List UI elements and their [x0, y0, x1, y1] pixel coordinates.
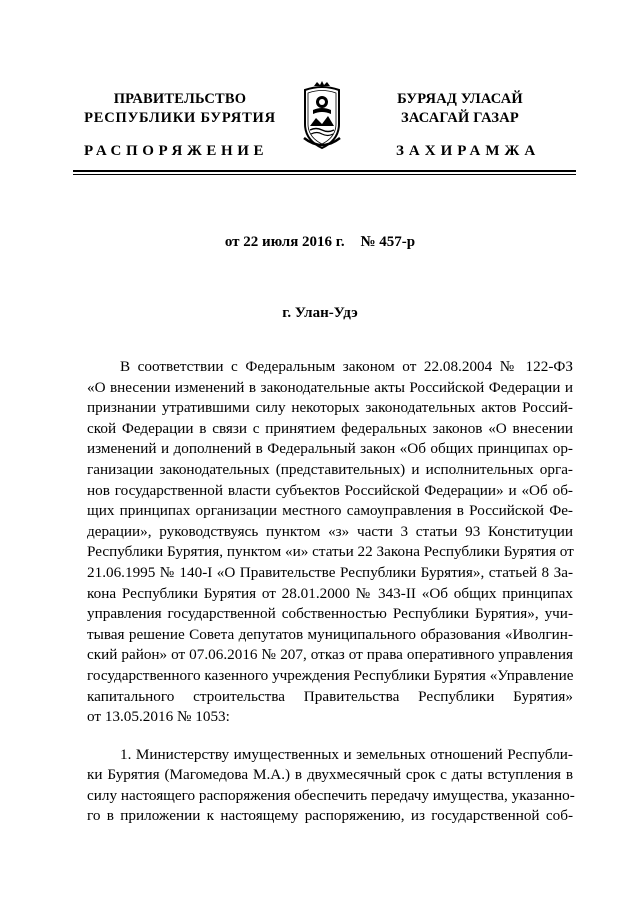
coat-of-arms-icon: [300, 80, 344, 152]
text-line: щих принципах организации местного самоуправления в Российской Фе-: [87, 502, 573, 520]
text-line: го в приложении к настоящему распоряжению, из государственной соб-: [87, 807, 573, 825]
text-line: ки Бурятия (Магомедова М.А.) в двухмесячный срок с даты вступления в: [87, 766, 573, 784]
text-line: от 13.05.2016 № 1053:: [87, 708, 230, 726]
text-line: управления государственной собственностью Республики Бурятия», учи-: [87, 605, 573, 623]
header-left: [80, 90, 280, 128]
doc-type-russian: РАСПОРЯЖЕНИЕ: [84, 143, 269, 159]
text-line: силу настоящего распоряжения обеспечить передачу имущества, указанно-: [87, 786, 575, 804]
document-date: от 22 июля 2016 г.: [224, 234, 345, 250]
text-line: капитального строительства Правительства Республики Бурятия»: [87, 687, 573, 705]
header-right: [360, 90, 560, 128]
text-line: государственного казенного учреждения Республики Бурятия «Управление: [87, 666, 574, 684]
text-line: тывая решение Совета депутатов муниципального образования «Иволгин-: [87, 625, 573, 643]
document-place: г. Улан-Удэ: [282, 305, 358, 321]
text-line: 21.06.1995 № 140-I «О Правительстве Республики Бурятия», статьей 8 За-: [87, 563, 573, 581]
text-line: кона Республики Бурятия от 28.01.2000 № 343-II «Об общих принципах: [87, 584, 573, 602]
text-line: ский район» от 07.06.2016 № 207, отказ от права оперативного управления: [87, 646, 573, 664]
text-line: признании утратившими силу некоторых законодательных актов Россий-: [87, 399, 573, 417]
text-line: В соответствии с Федеральным законом от 22.08.2004 № 122-ФЗ: [120, 358, 573, 375]
header-right-line2: ЗАСАГАЙ ГАЗАР: [401, 110, 519, 126]
date-number-line: [0, 234, 640, 251]
text-line: ской Федерации в связи с принятием федеральных законов «О внесении: [87, 419, 573, 437]
text-line: 1. Министерству имущественных и земельных отношений Республи-: [120, 745, 573, 763]
header-right-line1: БУРЯАД УЛАСАЙ: [397, 91, 523, 107]
header-rule-thick: [73, 170, 576, 172]
text-line: дерации», руководствуясь пунктом «з» части 3 статьи 93 Конституции: [87, 522, 573, 540]
doc-type-buryat: ЗАХИРАМЖА: [396, 143, 541, 159]
text-line: нов государственной власти субъектов Российской Федерации» и «Об об-: [87, 481, 573, 499]
text-line: ганизации законодательных (представительных) и исполнительных орга-: [87, 460, 573, 478]
paragraph-item-1: [87, 745, 573, 827]
text-line: «О внесении изменений в законодательные акты Российской Федерации и: [87, 378, 573, 396]
header-left-line2: РЕСПУБЛИКИ БУРЯТИЯ: [84, 110, 276, 126]
document-body: [87, 357, 573, 827]
header-left-line1: ПРАВИТЕЛЬСТВО: [113, 91, 247, 107]
text-line: Республики Бурятия, пунктом «и» статьи 22 Закона Республики Бурятия от: [87, 543, 574, 561]
paragraph-preamble: [87, 357, 573, 728]
document-number: № 457-р: [360, 234, 416, 250]
text-line: изменений и дополнений в Федеральный закон «Об общих принципах ор-: [87, 440, 573, 458]
header-rule-thin: [73, 174, 576, 175]
